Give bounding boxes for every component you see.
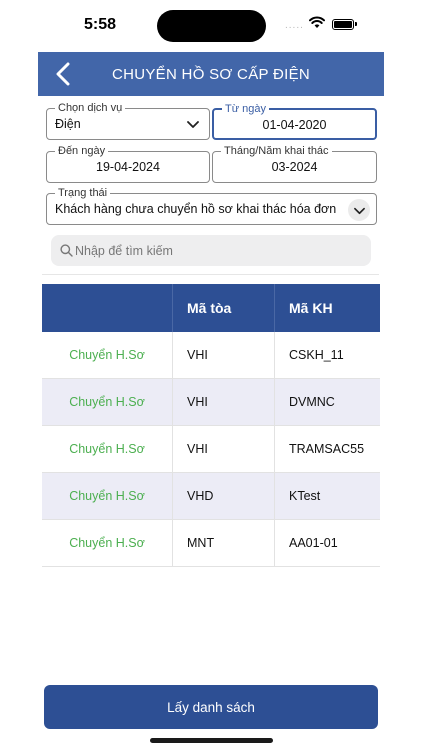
service-value: Điện (55, 117, 81, 131)
status-select[interactable] (46, 187, 377, 225)
customer-code-cell: DVMNC (289, 395, 335, 409)
battery-icon (332, 19, 354, 30)
header-customer-code: Mã KH (289, 300, 333, 316)
search-bar[interactable] (51, 235, 371, 266)
page-title: CHUYỂN HỒ SƠ CẤP ĐIỆN (111, 65, 311, 83)
building-code-cell: VHD (173, 473, 275, 519)
home-indicator (150, 738, 273, 743)
customer-code-cell: TRAMSAC55 (289, 442, 365, 456)
to-date-value: 19-04-2024 (96, 160, 160, 174)
transfer-record-button[interactable]: Chuyển H.Sơ (42, 473, 173, 519)
table-header (42, 284, 380, 332)
search-input[interactable] (75, 235, 365, 266)
period-value: 03-2024 (271, 160, 318, 174)
transfer-record-button[interactable]: Chuyển H.Sơ (42, 426, 173, 472)
table-row (42, 426, 380, 473)
table-row (42, 520, 380, 567)
records-table (42, 284, 380, 567)
status-value: Khách hàng chưa chuyển hồ sơ khai thác hóa đơn (55, 202, 337, 216)
building-code-cell: VHI (173, 332, 275, 378)
building-code-cell: VHI (173, 426, 275, 472)
from-date-value: 01-04-2020 (262, 118, 327, 132)
divider (42, 274, 379, 275)
period-label: Tháng/Năm khai thác (221, 144, 332, 158)
get-list-button[interactable]: Lấy danh sách (44, 685, 378, 729)
back-button[interactable] (48, 59, 78, 89)
header-building-code: Mã tòa (173, 284, 275, 332)
app-header (38, 52, 384, 96)
building-code-cell: MNT (173, 520, 275, 566)
period-field[interactable] (212, 145, 377, 183)
transfer-record-button[interactable]: Chuyển H.Sơ (42, 379, 173, 425)
customer-code-cell: KTest (289, 489, 321, 503)
header-action (42, 284, 173, 332)
status-time: 5:58 (84, 16, 117, 33)
transfer-record-button[interactable]: Chuyển H.Sơ (42, 520, 173, 566)
signal-icon: ..... (285, 20, 304, 31)
transfer-record-button[interactable]: Chuyển H.Sơ (42, 332, 173, 378)
service-select[interactable] (46, 102, 210, 140)
search-icon (60, 244, 73, 257)
status-label: Trạng thái (55, 186, 110, 200)
wifi-icon (309, 15, 325, 29)
building-code-cell: VHI (173, 379, 275, 425)
customer-code-cell: CSKH_11 (289, 348, 344, 362)
chevron-left-icon (55, 62, 71, 86)
to-date-field[interactable] (46, 145, 210, 183)
customer-code-cell: AA01-01 (289, 536, 338, 550)
status-dropdown-button[interactable] (348, 199, 370, 221)
from-date-label: Từ ngày (222, 102, 269, 116)
table-row (42, 379, 380, 426)
status-bar (0, 0, 422, 52)
chevron-down-icon (354, 205, 365, 216)
table-row (42, 473, 380, 520)
chevron-down-icon (187, 118, 199, 130)
service-label: Chọn dịch vụ (55, 101, 125, 115)
dynamic-island (157, 10, 266, 42)
to-date-label: Đến ngày (55, 144, 108, 158)
from-date-field[interactable] (212, 103, 377, 140)
table-row (42, 332, 380, 379)
